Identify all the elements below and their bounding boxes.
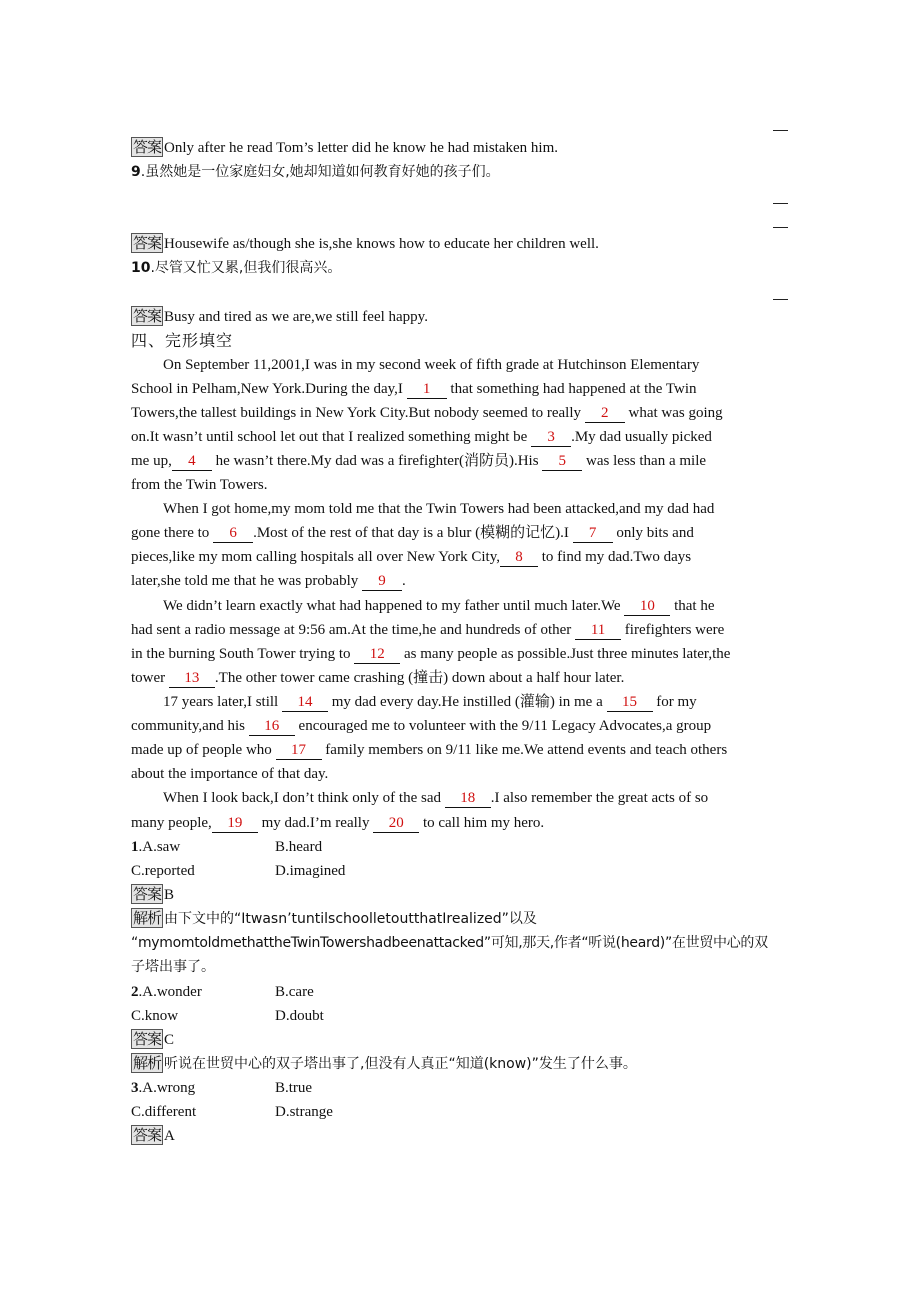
question-3-options-ab: 3.A.wrong B.true bbox=[131, 1080, 313, 1096]
blank-4: 4 bbox=[172, 452, 212, 471]
passage-line: When I look back,I don’t think only of the sad 18 .I also remember the great acts of so bbox=[163, 790, 709, 806]
question-3-answer: 答案 A bbox=[133, 1126, 175, 1144]
passage-line: On September 11,2001,I was in my second week of fifth grade at Hutchinson Elementary bbox=[163, 357, 700, 373]
answer-tag: 答案 bbox=[133, 307, 162, 325]
blank-3: 3 bbox=[531, 428, 571, 447]
question-2-options-ab: 2.A.wonder B.care bbox=[131, 984, 314, 1000]
passage-line: Towers,the tallest buildings in New York City.But nobody seemed to really 2 what was going bbox=[131, 405, 723, 421]
blank-20: 20 bbox=[373, 814, 419, 833]
question-2-answer: 答案 C bbox=[133, 1030, 175, 1048]
q8-answer: Only after he read Tom’s letter did he know he had mistaken him. bbox=[164, 140, 558, 156]
analysis-tag: 解析 bbox=[133, 909, 162, 927]
passage-line: about the importance of that day. bbox=[131, 766, 329, 782]
q9-answer: Housewife as/though she is,she knows how to educate her children well. bbox=[164, 236, 599, 252]
answer-line bbox=[773, 130, 788, 131]
blank-6: 6 bbox=[213, 524, 253, 543]
answer-tag: 答案 bbox=[133, 1126, 162, 1144]
answer-tag: 答案 bbox=[133, 234, 162, 252]
section-heading: 四、完形填空 bbox=[131, 331, 234, 350]
blank-19: 19 bbox=[212, 814, 258, 833]
q9-prompt: 9.虽然她是一位家庭妇女,她却知道如何教育好她的孩子们。 bbox=[131, 164, 500, 180]
q10-answer: Busy and tired as we are,we still feel happy. bbox=[164, 309, 428, 325]
question-2-options-cd: C.know D.doubt bbox=[131, 1008, 324, 1024]
question-1-analysis: 解析 由下文中的“Itwasn’tuntilschoolletoutthatIrealized”以及 bbox=[133, 909, 537, 927]
blank-7: 7 bbox=[573, 524, 613, 543]
passage-line: We didn’t learn exactly what had happened to my father until much later.We 10 that he bbox=[163, 598, 715, 614]
passage-line: many people, 19 my dad.I’m really 20 to call him my hero. bbox=[131, 815, 545, 831]
answer-line bbox=[773, 203, 788, 204]
answer-tag: 答案 bbox=[133, 885, 162, 903]
blank-18: 18 bbox=[445, 789, 491, 808]
passage-line: community,and his 16 encouraged me to volunteer with the 9/11 Legacy Advocates,a group bbox=[131, 718, 712, 734]
question-2-analysis: 解析 听说在世贸中心的双子塔出事了,但没有人真正“知道(know)”发生了什么事。 bbox=[133, 1054, 637, 1072]
passage-line: gone there to 6 .Most of the rest of that day is a blur (模糊的记忆).I 7 only bits and bbox=[131, 525, 694, 541]
passage-line: from the Twin Towers. bbox=[131, 477, 268, 493]
blank-8: 8 bbox=[500, 548, 538, 567]
passage-line: tower 13 .The other tower came crashing (撞击) down about a half hour later. bbox=[131, 670, 625, 686]
blank-12: 12 bbox=[354, 645, 400, 664]
blank-1: 1 bbox=[407, 380, 447, 399]
passage-line: later,she told me that he was probably 9 . bbox=[131, 573, 406, 589]
question-1-analysis-cont: “mymomtoldmethattheTwinTowershadbeenattacked”可知,那天,作者“听说(heard)”在世贸中心的双 bbox=[131, 935, 768, 951]
answer-line bbox=[773, 227, 788, 228]
q10-prompt: 10.尽管又忙又累,但我们很高兴。 bbox=[131, 260, 342, 276]
question-1-options-cd: C.reported D.imagined bbox=[131, 863, 346, 879]
blank-15: 15 bbox=[607, 693, 653, 712]
blank-13: 13 bbox=[169, 669, 215, 688]
q10-answer-line bbox=[131, 305, 791, 329]
blank-11: 11 bbox=[575, 621, 621, 640]
q9-answer-line bbox=[131, 232, 791, 256]
answer-tag: 答案 bbox=[133, 1030, 162, 1048]
blank-10: 10 bbox=[624, 597, 670, 616]
blank-5: 5 bbox=[542, 452, 582, 471]
passage-line: had sent a radio message at 9:56 am.At the time,he and hundreds of other 11 firefighters were bbox=[131, 622, 725, 638]
passage-line: When I got home,my mom told me that the Twin Towers had been attacked,and my dad had bbox=[163, 501, 715, 517]
blank-17: 17 bbox=[276, 741, 322, 760]
question-1-answer: 答案 B bbox=[133, 885, 175, 903]
blank-2: 2 bbox=[585, 404, 625, 423]
answer-line bbox=[773, 299, 788, 300]
question-3-options-cd: C.different D.strange bbox=[131, 1104, 333, 1120]
passage-line: made up of people who 17 family members on 9/11 like me.We attend events and teach others bbox=[131, 742, 728, 758]
blank-9: 9 bbox=[362, 572, 402, 591]
passage-line: pieces,like my mom calling hospitals all over New York City, 8 to find my dad.Two days bbox=[131, 549, 692, 565]
blank-16: 16 bbox=[249, 717, 295, 736]
question-1-analysis-cont: 子塔出事了。 bbox=[131, 959, 215, 975]
passage-line: on.It wasn’t until school let out that I realized something might be 3 .My dad usually picked bbox=[131, 429, 712, 445]
passage-line: School in Pelham,New York.During the day,I 1 that something had happened at the Twin bbox=[131, 381, 697, 397]
passage-line: me up, 4 he wasn’t there.My dad was a firefighter(消防员).His 5 was less than a mile bbox=[131, 453, 707, 469]
passage-line: in the burning South Tower trying to 12 as many people as possible.Just three minutes later,the bbox=[131, 646, 731, 662]
blank-14: 14 bbox=[282, 693, 328, 712]
analysis-tag: 解析 bbox=[133, 1054, 162, 1072]
q8-answer-line bbox=[131, 136, 791, 160]
passage-line: 17 years later,I still 14 my dad every day.He instilled (灌输) in me a 15 for my bbox=[163, 694, 697, 710]
question-1-options-ab: 1.A.saw B.heard bbox=[131, 839, 323, 855]
answer-tag: 答案 bbox=[133, 138, 162, 156]
